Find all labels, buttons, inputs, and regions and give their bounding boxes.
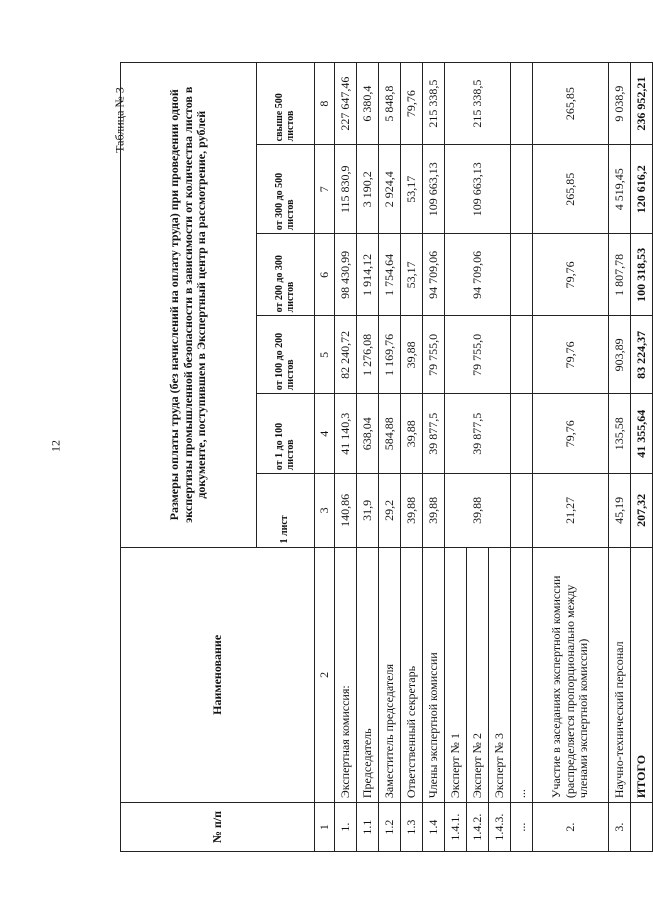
header-sub-5: от 300 до 500 листов bbox=[257, 145, 315, 234]
row-value: 29,2 bbox=[379, 474, 401, 547]
col-number: 6 bbox=[315, 234, 335, 316]
row-name: Участие в заседаниях экспертной комиссии (распределяется пропорционально между членами экспертной комиссии) bbox=[533, 547, 609, 803]
row-number: 1.4.3. bbox=[489, 803, 511, 852]
row-value: 1 754,64 bbox=[379, 234, 401, 316]
row-value: 265,85 bbox=[533, 63, 609, 145]
row-name: Члены экспертной комиссии bbox=[423, 547, 445, 803]
header-sub-2: от 1 до 100 листов bbox=[257, 394, 315, 474]
header-sub-1: 1 лист bbox=[257, 474, 315, 547]
row-value: 39,88 bbox=[401, 474, 423, 547]
page-number: 12 bbox=[48, 440, 63, 452]
row-value: 79 755,0 bbox=[423, 316, 445, 394]
row-number: 1. bbox=[335, 803, 357, 852]
row-number: ... bbox=[511, 803, 533, 852]
row-value: 215 338,5 bbox=[423, 63, 445, 145]
row-value: 39,88 bbox=[401, 394, 423, 474]
row-value: 79,76 bbox=[533, 234, 609, 316]
row-value: 6 380,4 bbox=[357, 63, 379, 145]
total-value: 41 355,64 bbox=[631, 394, 653, 474]
table-row bbox=[335, 63, 357, 852]
header-sub-3: от 100 до 200 листов bbox=[257, 316, 315, 394]
col-number: 4 bbox=[315, 394, 335, 474]
row-value: 1 169,76 bbox=[379, 316, 401, 394]
row-value: 227 647,46 bbox=[335, 63, 357, 145]
row-number: 1.1 bbox=[357, 803, 379, 852]
row-value: 5 848,8 bbox=[379, 63, 401, 145]
col-number: 3 bbox=[315, 474, 335, 547]
row-value: 79,76 bbox=[533, 394, 609, 474]
row-value: 1 807,78 bbox=[609, 234, 631, 316]
row-value: 39,88 bbox=[423, 474, 445, 547]
row-name: Ответственный секретарь bbox=[401, 547, 423, 803]
total-value: 100 318,53 bbox=[631, 234, 653, 316]
row-value: 903,89 bbox=[609, 316, 631, 394]
header-group: Размеры оплаты труда (без начислений на оплату труда) при проведении одной экспертизы промышленной безопасности в зависимости от количества листов в документе, поступившем в Экспертный центр на рассмотрение, рублей bbox=[121, 63, 257, 548]
row-value: 638,04 bbox=[357, 394, 379, 474]
row-name: Эксперт № 2 bbox=[467, 547, 489, 803]
row-value: 94 709,06 bbox=[423, 234, 445, 316]
row-value: 4 519,45 bbox=[609, 145, 631, 234]
row-name: Научно-технический персонал bbox=[609, 547, 631, 803]
table-row bbox=[401, 63, 423, 852]
row-number: 1.2 bbox=[379, 803, 401, 852]
table-caption: Таблица № 3 bbox=[112, 87, 127, 153]
row-value: 79 755,0 bbox=[445, 316, 511, 394]
table-row bbox=[423, 63, 445, 852]
total-label: ИТОГО bbox=[631, 547, 653, 803]
row-value: 53,17 bbox=[401, 234, 423, 316]
row-value: 79,76 bbox=[401, 63, 423, 145]
row-value: 265,85 bbox=[533, 145, 609, 234]
row-number: 1.4.1. bbox=[445, 803, 467, 852]
row-value: 109 663,13 bbox=[423, 145, 445, 234]
table-row bbox=[609, 63, 631, 852]
header-sub-6: свыше 500 листов bbox=[257, 63, 315, 145]
row-name: Председатель bbox=[357, 547, 379, 803]
table-row bbox=[445, 63, 467, 852]
row-value: 82 240,72 bbox=[335, 316, 357, 394]
row-value: 94 709,06 bbox=[445, 234, 511, 316]
table-row bbox=[511, 63, 533, 852]
row-value: 1 276,08 bbox=[357, 316, 379, 394]
row-value: 135,58 bbox=[609, 394, 631, 474]
header-sub-4: от 200 до 300 листов bbox=[257, 234, 315, 316]
row-value: 3 190,2 bbox=[357, 145, 379, 234]
row-name: Эксперт № 1 bbox=[445, 547, 467, 803]
row-value: 2 924,4 bbox=[379, 145, 401, 234]
row-value: 109 663,13 bbox=[445, 145, 511, 234]
total-value: 120 616,2 bbox=[631, 145, 653, 234]
total-value: 83 224,37 bbox=[631, 316, 653, 394]
row-name: ... bbox=[511, 547, 533, 803]
row-value: 39,88 bbox=[445, 474, 511, 547]
row-value: 140,86 bbox=[335, 474, 357, 547]
row-value: 39,88 bbox=[401, 316, 423, 394]
row-value: 9 038,9 bbox=[609, 63, 631, 145]
total-row bbox=[631, 63, 653, 852]
row-name: Эксперт № 3 bbox=[489, 547, 511, 803]
col-number: 8 bbox=[315, 63, 335, 145]
row-number: 3. bbox=[609, 803, 631, 852]
row-number: 2. bbox=[533, 803, 609, 852]
row-name: Заместитель председателя bbox=[379, 547, 401, 803]
rotated-table-wrapper bbox=[120, 62, 648, 852]
col-number: 5 bbox=[315, 316, 335, 394]
row-value: 31,9 bbox=[357, 474, 379, 547]
column-number-row bbox=[315, 63, 335, 852]
row-number: 1.3 bbox=[401, 803, 423, 852]
header-num: № п/п bbox=[121, 803, 315, 852]
row-value: 53,17 bbox=[401, 145, 423, 234]
row-value: 45,19 bbox=[609, 474, 631, 547]
row-value: 584,88 bbox=[379, 394, 401, 474]
col-number: 1 bbox=[315, 803, 335, 852]
row-number: 1.4.2. bbox=[467, 803, 489, 852]
row-value: 39 877,5 bbox=[445, 394, 511, 474]
row-value: 215 338,5 bbox=[445, 63, 511, 145]
row-value: 41 140,3 bbox=[335, 394, 357, 474]
total-value: 236 952,21 bbox=[631, 63, 653, 145]
row-value: 115 830,9 bbox=[335, 145, 357, 234]
row-value: 1 914,12 bbox=[357, 234, 379, 316]
col-number: 2 bbox=[315, 547, 335, 803]
row-value: 79,76 bbox=[533, 316, 609, 394]
table-row bbox=[533, 63, 609, 852]
row-number: 1.4 bbox=[423, 803, 445, 852]
row-value: 21,27 bbox=[533, 474, 609, 547]
row-name: Экспертная комиссия: bbox=[335, 547, 357, 803]
row-value: 39 877,5 bbox=[423, 394, 445, 474]
col-number: 7 bbox=[315, 145, 335, 234]
row-value: 98 430,99 bbox=[335, 234, 357, 316]
header-name: Наименование bbox=[121, 547, 315, 803]
table-row bbox=[379, 63, 401, 852]
total-value: 207,32 bbox=[631, 474, 653, 547]
payment-table bbox=[120, 62, 653, 852]
table-row bbox=[357, 63, 379, 852]
